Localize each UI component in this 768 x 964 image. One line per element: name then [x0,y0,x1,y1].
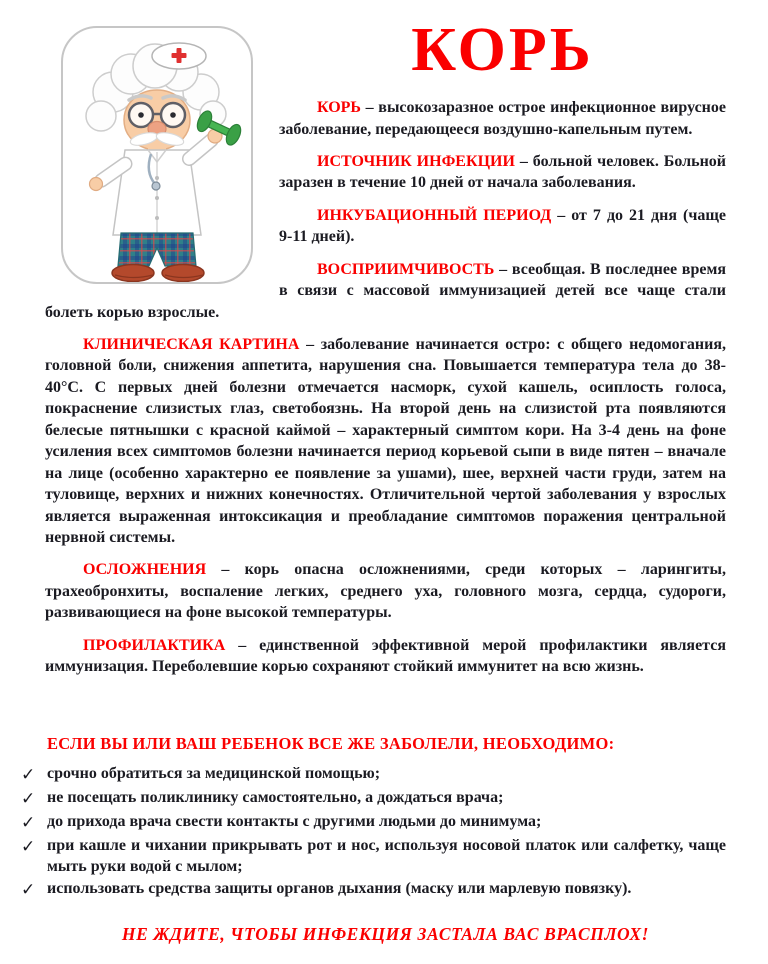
list-item-text: не посещать поликлинику самостоятельно, а дождаться врача; [47,788,504,806]
section-body: – больной человек. Больной заразен в течение 10 дней от начала заболевания. [279,152,727,192]
section-body: – высокозаразное острое инфекционное вирусное заболевание, передающееся воздушно-капельным путем. [279,99,727,138]
list-item [21,764,726,786]
section-body: – от 7 до 21 дня (чаще 9-11 дней). [279,206,727,246]
checklist-header: ЕСЛИ ВЫ ИЛИ ВАШ РЕБЕНОК ВСЕ ЖЕ ЗАБОЛЕЛИ, НЕОБХОДИМО: [47,733,615,753]
checklist [21,764,726,902]
section-header: ВОСПРИИМЧИВОСТЬ [317,260,495,278]
list-item [21,788,726,810]
section-body: – единственной эффективной мерой профилактики является иммунизация. Переболевшие корью сохраняют стойкий иммунитет на всю жизнь. [45,636,726,676]
section-header: КЛИНИЧЕСКАЯ КАРТИНА [83,336,300,354]
check-icon: ✓ [21,836,36,857]
section-header: ИСТОЧНИК ИНФЕКЦИИ [317,152,515,170]
list-item-text: при кашле и чихании прикрывать рот и нос, используя носовой платок или салфетку, чаще мыть руки водой с мылом; [47,836,726,875]
list-item-text: до прихода врача свести контакты с другими людьми до минимума; [47,812,542,830]
section-header: ПРОФИЛАКТИКА [83,636,226,654]
section-prevention [45,635,726,678]
section-complications [45,559,726,623]
list-item [21,812,726,834]
list-item [21,836,726,878]
section-header: ОСЛОЖНЕНИЯ [83,561,207,579]
check-icon: ✓ [21,764,36,785]
check-icon: ✓ [21,812,36,833]
section-header: ИНКУБАЦИОННЫЙ ПЕРИОД [317,206,552,224]
list-item-text: срочно обратиться за медицинской помощью; [47,764,381,782]
section-body: – всеобщая. В последнее время в связи с массовой иммунизацией детей все чаще стали болеть корью взрослые. [45,260,727,321]
doctor-illustration-frame [61,26,253,284]
section-body: – корь опасна осложнениями, среди которых – ларингиты, трахеобронхиты, воспаление легких, среднего уха, головного мозга, сердца, судороги, развивающиеся на фоне высокой температуры. [45,561,727,622]
footer-warning: НЕ ЖДИТЕ, ЧТОБЫ ИНФЕКЦИЯ ЗАСТАЛА ВАС ВРАСПЛОХ! [121,923,650,944]
list-item [21,879,726,901]
page-title: КОРЬ [411,16,594,84]
cartoon-doctor-icon [63,28,251,282]
section-header: КОРЬ [317,99,361,117]
section-body: – заболевание начинается остро: с общего недомогания, головной боли, снижения аппетита, нарушения сна. Повышается температура тела до 38-40°С. С первых дней болезни отмечается насморк, сухой кашель, осиплость голоса, покраснение слизистых глаз, светобоязнь. На второй день на слизистой рта появляются белесые пятнышки с красной каймой – характерный симптом кори. На 3-4 день на фоне усиления всех симптомов болезни начинается период корьевой сыпи в виде пятен – вначале на лице (особенно характерно ее появление за ушами), шее, верхней части груди, затем на туловище, верхних и нижних конечностях. Отличительной чертой заболевания у взрослых является выраженная интоксикация и преобладание симптомов поражения центральной нервной системы. [45,336,727,546]
list-item-text: использовать средства защиты органов дыхания (маску или марлевую повязку). [47,880,632,898]
check-icon: ✓ [21,880,36,901]
check-icon: ✓ [21,788,36,809]
section-clinical-picture [45,334,726,548]
